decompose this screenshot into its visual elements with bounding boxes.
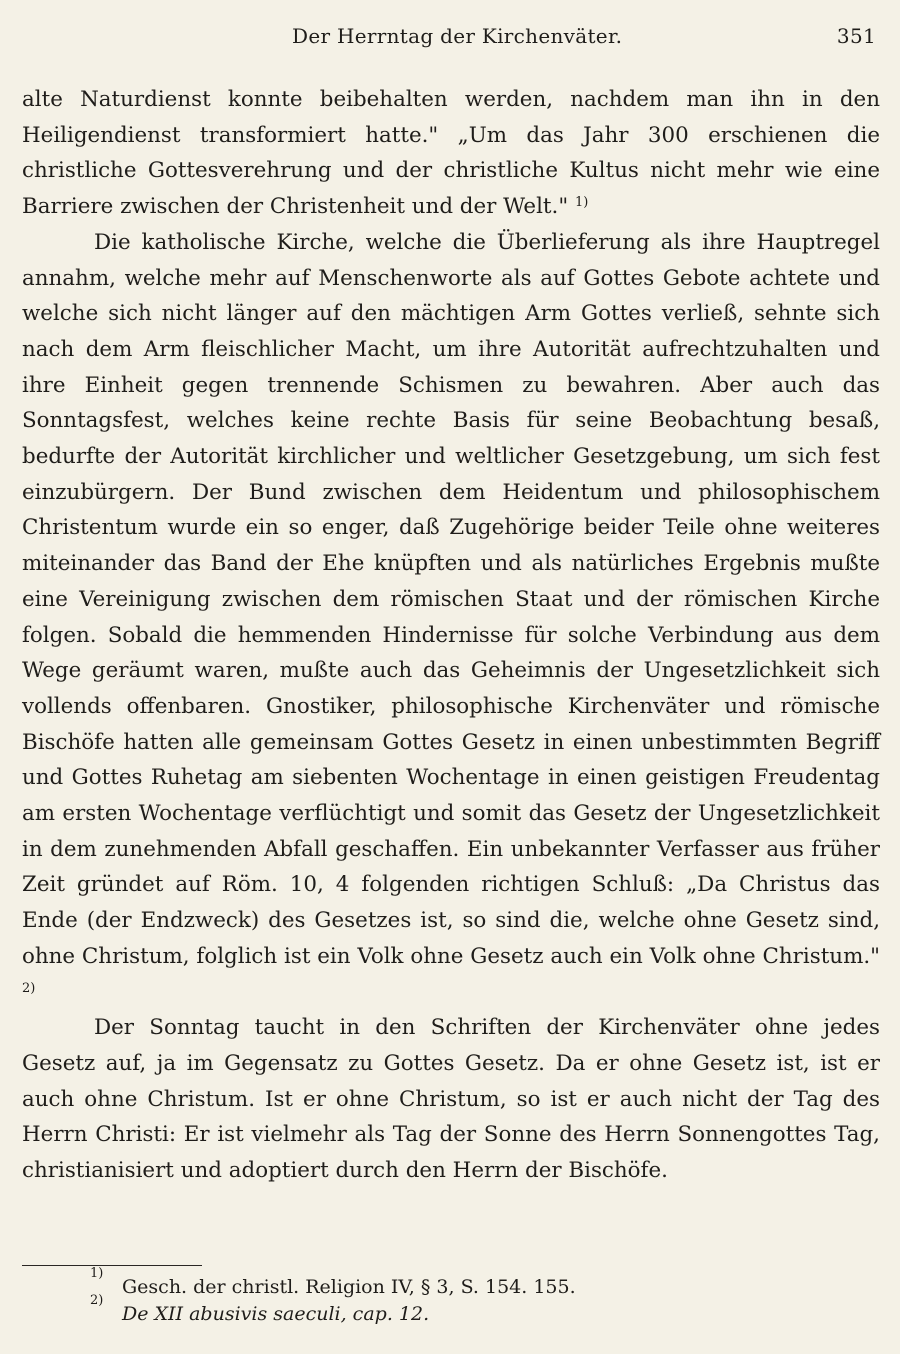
footnote-2: 2) De XII abusivis saeculi, cap. 12. [22, 1301, 822, 1328]
paragraph-2 [22, 225, 880, 1010]
footnote-divider [22, 1265, 202, 1266]
running-title: Der Herrntag der Kirchenväter. [292, 24, 623, 48]
footnotes [22, 1266, 822, 1328]
page-number: 351 [836, 24, 876, 48]
body-text [22, 82, 880, 1189]
footnote-text: Gesch. der christl. Religion IV, § 3, S. 154. 155. [122, 1276, 576, 1298]
running-header [22, 24, 876, 54]
paragraph-2-text: Die katholische Kirche, welche die Überlieferung als ihre Hauptregel annahm, welche mehr auf Menschenworte als auf Gottes Gebote achtete und welche sich nicht länger auf den mächtigen Arm Gottes verließ, sehnte sich nach dem Arm fleischlicher Macht, um ihre Autorität aufrechtzuhalten und ihre Einheit gegen trennende Schismen zu bewahren. Aber auch das Sonntagsfest, welches keine rechte Basis für seine Beobachtung besaß, bedurfte der Autorität kirchlicher und weltlicher Gesetzgebung, um sich fest einzubürgern. Der Bund zwischen dem Heidentum und philosophischem Christentum wurde ein so enger, daß Zugehörige beider Teile ohne weiteres miteinander das Band der Ehe knüpften und als natürliches Ergebnis mußte eine Vereinigung zwischen dem römischen Staat und der römischen Kirche folgen. Sobald die hemmenden Hindernisse für solche Verbindung aus dem Wege geräumt waren, mußte auch das Geheimnis der Ungesetzlichkeit sich vollends offenbaren. Gnostiker, philosophische Kirchenväter und römische Bischöfe hatten alle gemeinsam Gottes Gesetz in einen unbestimmten Begriff und Gottes Ruhetag am siebenten Wochentage in einen geistigen Freudentag am ersten Wochentage verflüchtigt und somit das Gesetz der Ungesetzlichkeit in dem zunehmenden Abfall geschaffen. Ein unbekannter Verfasser aus früher Zeit gründet auf Röm. 10, 4 folgenden richtigen Schluß: „Da Christus das Ende (der Endzweck) des Gesetzes ist, so sind die, welche ohne Gesetz sind, ohne Christum, folglich ist ein Volk ohne Gesetz auch ein Volk ohne Christum." [22, 229, 880, 969]
footnote-text: De XII abusivis saeculi, cap. 12. [122, 1303, 430, 1325]
footnote-ref-2: 2) [22, 980, 36, 996]
footnote-ref-1: 1) [574, 195, 589, 211]
paragraph-1 [22, 82, 880, 225]
footnote-1: 1) Gesch. der christl. Religion IV, § 3, S. 154. 155. [22, 1274, 822, 1301]
paragraph-3 [22, 1010, 880, 1189]
paragraph-3-text: Der Sonntag taucht in den Schriften der Kirchenväter ohne jedes Gesetz auf, ja im Gegensatz zu Gottes Gesetz. Da er ohne Gesetz ist, ist er auch ohne Christum. Ist er ohne Christum, so ist er auch nicht der Tag des Herrn Christi: Er ist vielmehr als Tag der Sonne des Herrn Sonnengottes Tag, christianisiert und adoptiert durch den Herrn der Bischöfe. [22, 1015, 880, 1184]
paragraph-1-text: alte Naturdienst konnte beibehalten werden, nachdem man ihn in den Heiligendienst transformiert hatte." „Um das Jahr 300 erschienen die christliche Gottesverehrung und der christliche Kultus nicht mehr wie eine Barriere zwischen der Christenheit und der Welt." [22, 87, 880, 220]
